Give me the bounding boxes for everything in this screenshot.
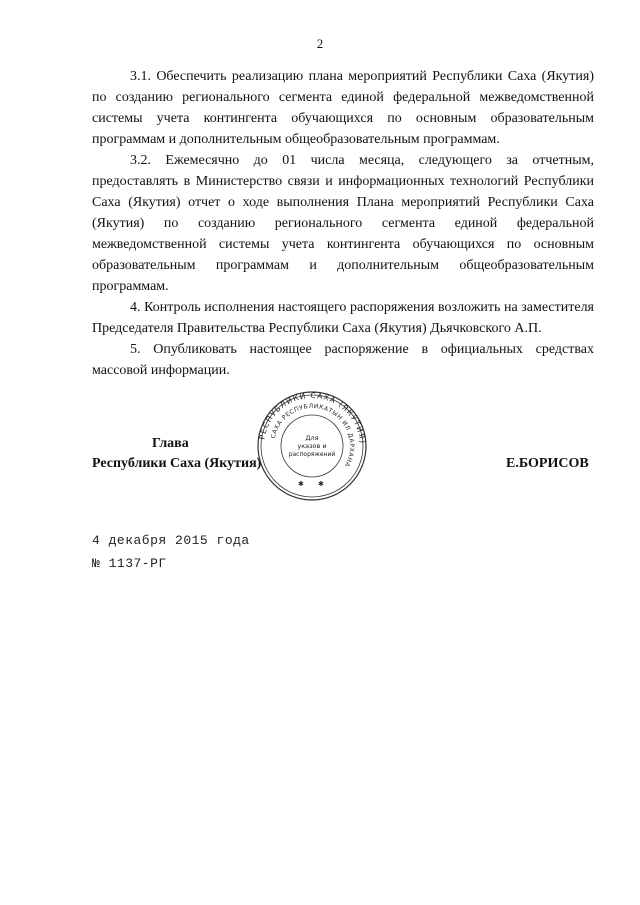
official-seal — [256, 390, 368, 502]
document-number: № 1137-РГ — [92, 556, 167, 571]
document-date: 4 декабря 2015 года — [92, 533, 250, 548]
document-body — [92, 66, 594, 381]
page-number: 2 — [316, 36, 324, 51]
seal-star-icon: ✱ — [298, 480, 304, 488]
paragraph-3-2: 3.2. Ежемесячно до 01 числа месяца, следующего за отчетным, предоставлять в Министерство связи и информационных технологий Республики Саха (Якутия) отчет о ходе выполнения Плана мероприятий Республики Саха (Якутия) по созданию регионального сегмента единой федеральной межведомственной системы учета контингента обучающихся по основным образовательным программам и дополнительным общеобразовательным программам. — [92, 153, 594, 294]
paragraph-5: 5. Опубликовать настоящее распоряжение в официальных средствах массовой информации. — [92, 342, 594, 378]
paragraph-3-1: 3.1. Обеспечить реализацию плана мероприятий Республики Саха (Якутия) по созданию регионального сегмента единой федеральной межведомственной системы учета контингента обучающихся по основным образовательным программам и дополнительным общеобразовательным программам. — [92, 69, 594, 147]
signatory-title: Глава — [152, 436, 189, 451]
paragraph-4: 4. Контроль исполнения настоящего распоряжения возложить на заместителя Председателя Правительства Республики Саха (Якутия) Дьячковского А.П. — [92, 300, 594, 336]
seal-center-line3: распоряжений — [288, 451, 336, 458]
signatory-office: Республики Саха (Якутия) — [92, 456, 262, 471]
seal-star-icon: ✱ — [318, 480, 324, 488]
seal-center-line1: Для — [305, 434, 319, 442]
signatory-name: Е.БОРИСОВ — [506, 456, 589, 471]
seal-outer-text: РЕСПУБЛИКИ САХА (ЯКУТИЯ) — [257, 390, 367, 445]
seal-inner-text: САХА РЕСПУБЛИКАТЫН ИЛ ДАРХАНА — [269, 402, 356, 469]
seal-center-line2: указов и — [297, 442, 327, 450]
